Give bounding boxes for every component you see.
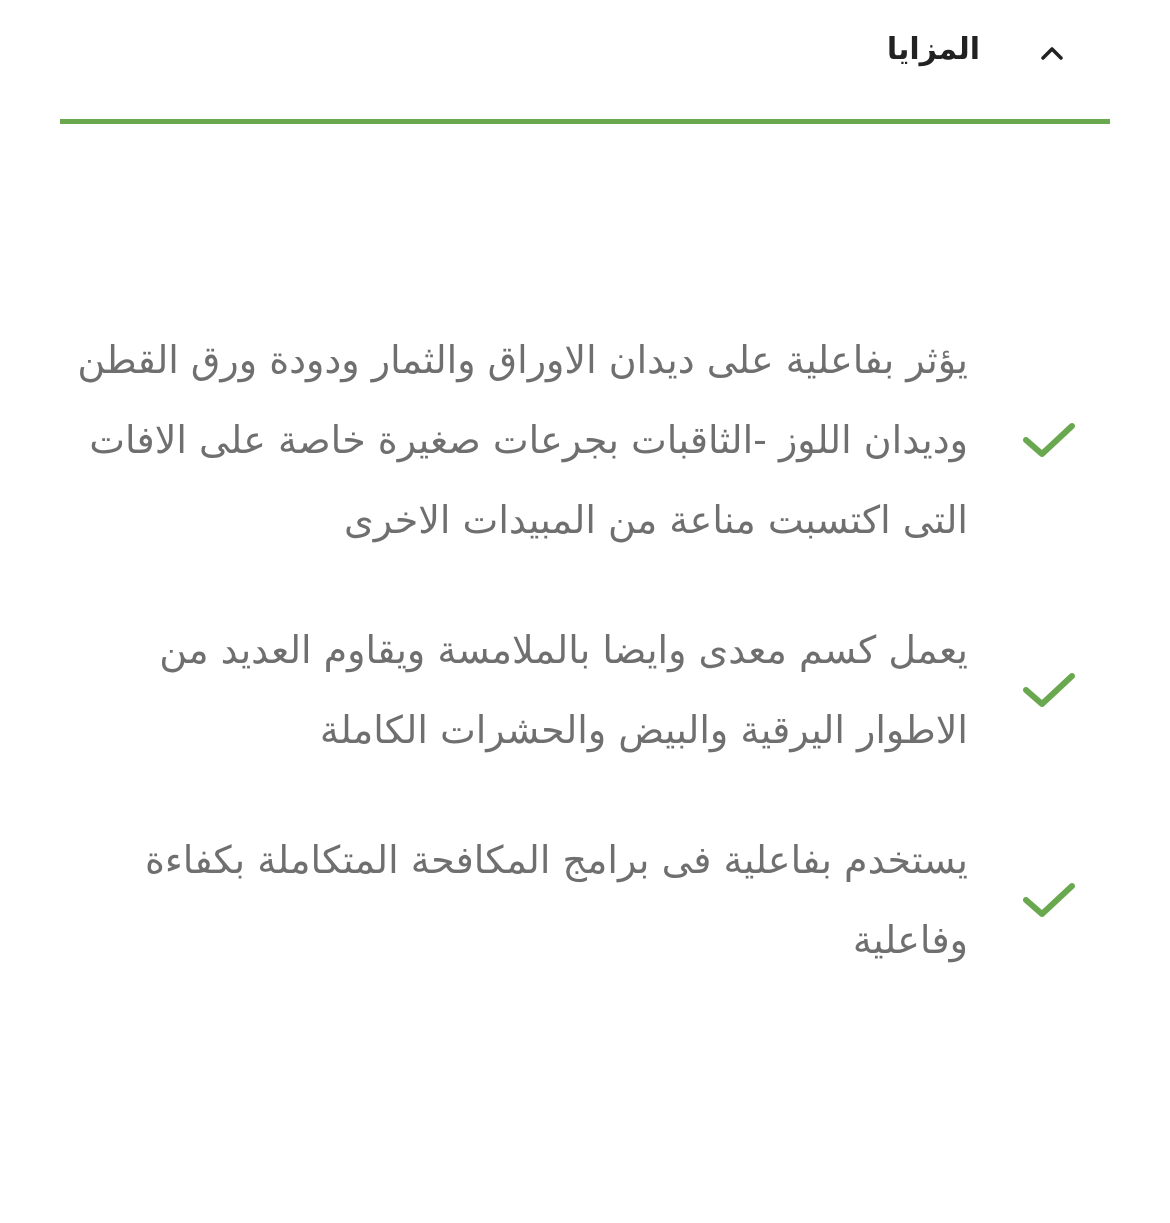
accordion-header-benefits[interactable]: [60, 0, 1110, 124]
list-item: [60, 610, 1110, 770]
list-item: [60, 820, 1110, 980]
benefit-text: يعمل كسم معدى وايضا بالملامسة ويقاوم العديد من الاطوار اليرقية والبيض والحشرات الكاملة: [159, 628, 968, 752]
checkmark-icon: [1020, 668, 1080, 712]
checkmark-icon: [1020, 418, 1080, 462]
checkmark-icon: [1020, 878, 1080, 922]
benefits-list: [60, 320, 1110, 1030]
benefit-text: يستخدم بفاعلية فى برامج المكافحة المتكاملة بكفاءة وفاعلية: [144, 838, 968, 962]
accordion-title: المزايا: [886, 32, 980, 67]
chevron-up-icon[interactable]: [1039, 40, 1065, 66]
list-item: [60, 320, 1110, 560]
benefit-text: يؤثر بفاعلية على ديدان الاوراق والثمار ودودة ورق القطن وديدان اللوز -الثاقبات بجرعات صغيرة خاصة على الافات التى اكتسبت مناعة من المبيدات الاخرى: [77, 338, 968, 542]
